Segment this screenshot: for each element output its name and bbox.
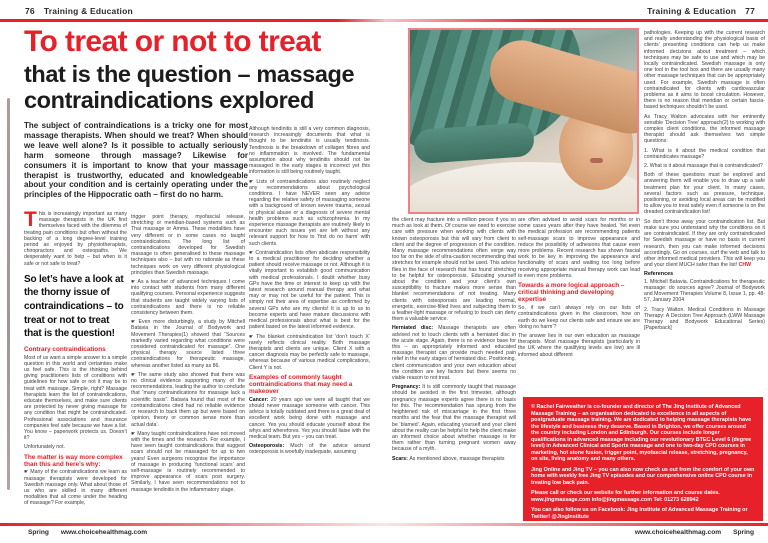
body-paragraph: trigger point therapy, myofascial release, stretching or meridian-based systems such as Thai massage or Amma. These modalities have very different or in some cases no taught contraindications. The long list of contraindications developed for Swedish massage is often generalised to these massage techniques also – but with no rationale as these techniques work on very different physiological principles than Swedish massage. bbox=[131, 214, 245, 276]
article-subtitle: that is the question – massage contraindications explored bbox=[24, 61, 355, 113]
infobox-paragraph: Jing Online and Jing TV – you can also now check us out from the comfort of your own home with weekly free Jing TV episodes and our comprehensive online CPD course in treating low back pain. bbox=[531, 466, 755, 486]
body-paragraph: ☛ Many taught contraindications have not moved with the times and the research. For example, I have seen taught contraindications that suggest scars should not be massaged for up to two years! Even surgeons recognise the importance of massage in producing ‘functional scars’ and self-massage is routinely recommended to improve appearance of scars post surgery. Similarly, I have seen recommendations not to massage tendinitis in the inflammatory stage. bbox=[131, 430, 245, 493]
client-lips-shape bbox=[590, 158, 603, 163]
body-paragraph: So, if we can’t always rely on our lists of contraindications given in the classroom, how on earth do we keep our clients safe and ensure we are ‘doing no harm’? bbox=[518, 305, 640, 330]
article-title: To treat or not to treat bbox=[24, 25, 321, 58]
body-paragraph: 1. Mitchell Batavia. Contraindications for therapeutic massage: do sources agree? Journal of Bodywork and Movement Therapies Volume 8, Issue 1, pp. 48-57, January 2004 bbox=[644, 278, 765, 304]
page-edge-shadow bbox=[7, 98, 10, 490]
body-paragraph: Although tendinitis is still a very common diagnosis, research increasingly documents that what is thought to be tendinitis is usually tendinosis. Tendinosis is the breakdown of collagen fibres and no inflammation is involved. The fundamental assumption about why tendinitis should not be massaged in the early stages is incorrect yet this information is still being routinely taught. bbox=[249, 126, 370, 176]
page-number: 77 bbox=[745, 6, 755, 16]
massage-photo bbox=[408, 28, 639, 214]
text-column-2 bbox=[131, 214, 245, 512]
pull-quote: So let’s have a look at the thorny issue of contraindications – to treat or not to treat that is the question! bbox=[24, 273, 124, 340]
section-title: Training & Education bbox=[647, 6, 737, 16]
text-column-5 bbox=[518, 217, 640, 394]
body-paragraph: ☛ Contraindication lists often abdicate responsibility to a medical practitioner for deciding whether a patient should receive massage or not. Although it is vitally important to establish good communication with medical professionals. I doubt whether busy GPs have the time or interest to keep up with the latest research around manual therapy and what may or may not be useful for the patient. This is simply not their area of expertise as confirmed by several GPs who are my clients! It is up to us to become experts and have mature discussions with medical professionals about what is best for the patient based on the latest informed evidence. bbox=[249, 249, 370, 331]
page-footer-left bbox=[28, 529, 147, 536]
body-paragraph: As Tracy Walton advocates with her eminently sensible ‘Decision Tree’ approach(2) to working with complex client conditions, the informed massage therapist should ask themselves two simple questions: bbox=[644, 113, 765, 145]
page-footer-right bbox=[635, 529, 754, 536]
body-paragraph: 2. Tracy Walton. Medical Conditions in Massage Therapy: A Decision Tree Approach (LWW Massage Therapy and Bodywork Educational Series) [Paperback] bbox=[644, 306, 765, 332]
body-paragraph: ☛ The same study also showed that there was no clinical evidence supporting many of the recommendations, leading the author to conclude that “many contraindications for massage lack a scientific basis”. Batavia found that most of the contraindications cited had no reliable evidence or research to back them up but were based on ‘opinion, theory or common sense more than actual data’. bbox=[131, 371, 245, 428]
drop-cap: T bbox=[24, 211, 37, 231]
paragraph-lead: Pregnancy: bbox=[392, 384, 423, 391]
body-paragraph: Both of these questions must be explored and answering them will enable you to draw up a safe treatment plan for your client. In many cases, several factors such as pressure, technique, positioning, or avoiding local areas can be modified to allow you to treat safely even if someone is on the dreaded contraindication list! bbox=[644, 172, 765, 216]
body-paragraph: 2. What is it about massage that is contraindicated? bbox=[644, 163, 763, 170]
body-paragraph: So don’t throw away your contraindication list. But make sure you understand why the conditions on it are contraindicated. If they are only contraindicated for Swedish massage or have no basis in current research, then you can make informed decisions accordingly. Go on courses, surf the web and talk to other informed medical providers. This will keep you and your client MUCH safer than the list! CHW bbox=[644, 218, 765, 269]
page-header-left bbox=[25, 6, 133, 16]
body-paragraph: ☛ As a teacher of advanced techniques I come into contact with students from many different qualifying courses. Personal experience suggests that students are taught widely varying lists of contraindications and there is no reliable consistency between them. bbox=[131, 279, 245, 317]
paragraph-lead: Scars: bbox=[392, 455, 410, 462]
paragraph-lead: Cancer: bbox=[249, 396, 271, 403]
body-paragraph: ☛ Many of the contraindications we learn as massage therapists were developed for Swedish massage only. What about those of us who are skilled in many different modalities that all come under the heading of massage? For example, bbox=[24, 469, 127, 507]
body-paragraph: the client may fracture into a million pieces if you so much as look at them. Of course we need to exercise care with pressure when working with clients with known osteoporosis but this will vary from client to client and the degree of progression of the condition. Many massage recommendations often verge way too far on the side of ultra-caution recommending that stretches for example should not be used. This advice flies in the face of research that has found stretching to be helpful for osteoporosis. Educating yourself about the condition and your client’s own susceptibility to fracture makes more sense than blanket recommendations of not treating. Many clients with osteoporosis are leading normal, energetic, exercise-filled lives and subjecting them to a feather-light massage or refusing to touch can deny them a valuable service. bbox=[392, 217, 516, 323]
text-column-1 bbox=[24, 211, 127, 512]
footer-season: Spring bbox=[28, 529, 49, 536]
footer-url: www.choicehealthmag.com bbox=[60, 529, 148, 536]
column-subhead: Examples of commonly taught contraindications that may need a makeover bbox=[249, 373, 353, 396]
infobox-paragraph: Please call or check our website for further information and course dates. www.jingmassage.com info@jingmassage.com Tel: 01273 628942 bbox=[531, 490, 720, 503]
author-info-box bbox=[523, 397, 763, 521]
author-initials: CHW bbox=[737, 262, 751, 269]
towel-fold-shape bbox=[413, 122, 535, 164]
infobox-paragraph: © Rachel Fairweather is co-founder and director of The Jing Institute of Advanced Massage Training – an organisation dedicated to excellence in all aspects of postgraduate massage training. We are dedicated to helping massage therapists have the lifestyle and business they deserve. Based in Brighton, we offer courses around the country including London and Edinburgh. Our courses include longer qualifications in advanced massage including our revolutionary BTEC Level 6 (degree level) in Advanced Clinical and Sports massage and one to two-day CPD courses in marketing, hot stone fusion, trigger point, myofascial release, stretching, pregnancy, on site, living anatomy and many others. bbox=[531, 404, 752, 462]
body-paragraph: Unfortunately not. bbox=[24, 444, 65, 451]
footer-rule bbox=[384, 523, 768, 526]
section-title: Training & Education bbox=[43, 6, 133, 16]
infobox-paragraph: You can also follow us on Facebook: Jing Institute of Advanced Massage Training or Twitter! @JingInstitute bbox=[531, 507, 748, 520]
body-paragraph: ☛ Lists of contraindications also routinely neglect any recommendations about psychological conditions. I have NEVER seen any advice regarding the relative safety of massaging someone with a background of known severe trauma, sexual or physical abuse or a diagnosis of severe mental health problems such as schizophrenia. In my experience massage therapists are routinely likely to encounter such issues yet are left without any relevant support for how to ‘first do no harm’ with such clients. bbox=[249, 178, 370, 247]
footer-season: Spring bbox=[733, 529, 754, 536]
footer-url: www.choicehealthmag.com bbox=[634, 529, 722, 536]
column-subhead: The matter is way more complex than this and here’s why: bbox=[24, 453, 123, 468]
page-header-right bbox=[647, 6, 755, 16]
body-paragraph: Pregnancy: It is still commonly taught that massage should be avoided in the first trimester, although pregnancy massage experts agree there is no basis for this. The recommendation has sprung from the heightened risk of miscarriage in the first three months and the fear that the massage therapist will be ‘blamed’. Again, educating yourself and your client about the reality can be helpful to help the client make an informed choice about whether massage is for them rather than turning pregnant women away because of a myth. bbox=[392, 384, 516, 453]
text-column-6 bbox=[644, 30, 765, 395]
body-paragraph: ☛ The blanket contraindication list ‘don’t touch X’ rarely reflects clinical reality. Both massage therapists and clients are unique. Client X with a cancer diagnosis may be perfectly safe to massage, whereas because of various medical complications, Client Y is not. bbox=[249, 333, 370, 371]
body-paragraph: Osteoporosis: Much of the advice around osteoporosis is woefully inadequate, assuming bbox=[249, 443, 370, 456]
body-paragraph: Scars: As mentioned above, massage therapists bbox=[392, 455, 505, 462]
body-paragraph: ☛ Even more disturbingly, a study by Mitchell Batavia in the Journal of Bodywork and Movement Therapies(1) showed that “Sources markedly varied regarding what conditions were considered contraindicated for massage”. One physical therapy source listed three contraindications for therapeutic massage, whereas another listed as many as 86. bbox=[131, 319, 245, 369]
paragraph-lead: Osteoporosis: bbox=[249, 443, 291, 450]
page-number: 76 bbox=[25, 6, 35, 16]
body-paragraph: Cancer: 20 years ago we were all taught that we should never massage someone with cancer. This advice is totally outdated and there is a great deal of excellent work being done with massage and cancer. Yes you should educate yourself about the whys and wherefores. Yes you should liaise with the medical team. But yes – you can treat. bbox=[249, 396, 370, 441]
body-paragraph: The answer lies in our own education as massage therapists. Most massage therapists (particularly in the UK where the qualifying levels are low) are ill informed about different bbox=[518, 332, 640, 358]
column-subhead: Contrary contraindications bbox=[24, 345, 106, 353]
text-column-3 bbox=[249, 126, 370, 520]
body-paragraph: Herniated disc: Massage therapists are often advised not to touch clients with a herniated disc in the acute stage. Again, there is no evidence base for this – an appropriately informed and educated massage therapist can provide much needed pain relief in the early stages of herniated disc. Positioning, client communication and your own education about the condition are key factors but there seems no viable reason to not treat. bbox=[392, 325, 516, 382]
column-subhead: Towards a more logical approach – critical thinking and developing expertise bbox=[518, 282, 625, 304]
header-rule bbox=[384, 19, 768, 22]
text-column-4 bbox=[392, 217, 516, 520]
body-paragraph: 1. What is it about the medical condition that contraindicates massage? bbox=[644, 147, 765, 160]
body-paragraph: Most of us want a simple answer to a simple question in this world and certainties make us feel safe. This is the thinking behind giving practitioners lists of conditions with guidelines for how safe or not it may be to treat with massage. Simple, right? Massage therapists learn the list of contraindications, educate themselves, and make sure clients are protected by never giving massage for any condition that might be contraindicated. Professional associations and insurance companies feel safe because we have a list. You know – paperwork protects us. Doesn’t it? bbox=[24, 354, 127, 442]
header-rule bbox=[0, 19, 384, 22]
references-heading: References bbox=[644, 271, 674, 278]
body-paragraph: pathologies. Keeping up with the current research and really understanding the physiological basis of clients’ presenting conditions can help us make informed decisions about treatment – which techniques may be safe to use and which may be locally contraindicated. Swedish massage is only one tool in the tool box and there are usually many other massage techniques that can be appropriately used. For example, Swedish massage is often contraindicated for clients with cardiovascular problems as it aims to boost circulation. However, there is no reason that meridian or certain fascia-based techniques shouldn’t be used. bbox=[644, 30, 765, 111]
paragraph-lead: Herniated disc: bbox=[392, 325, 439, 332]
footer-rule bbox=[0, 523, 384, 526]
body-paragraph: are often advised to avoid scars for months or in some cases years after they have healed. Yet even the medical profession are recommending patients self-massage scars to improve appearance and reduce the possibility of adhesions that cause even more problems. Recent research has shown fascial work to be key in improving the appearance and functionality of scars and waiting too long before receiving appropriate manual therapy work can lead to even more problems. bbox=[518, 217, 640, 279]
body-paragraph: This is increasingly important as many massage therapists in the UK find themselves faced with the dilemma of treating pain conditions but often without the backing of a long degree-level training period as enjoyed by physiotherapists, chiropractors and osteopaths. We desperately want to help – but when is it safe or not safe to treat? bbox=[24, 211, 127, 267]
intro-paragraph: The subject of contraindications is a tricky one for most massage therapists. When should we treat? When should we leave well alone? Is it possible to actually seriously harm someone through massage? Likewise for consumers it is important to know that your massage therapist is trustworthy, educated and knowledgeable about your condition and is certainly operating under the principles of the Hippocratic oath – first do no harm. bbox=[24, 121, 248, 200]
